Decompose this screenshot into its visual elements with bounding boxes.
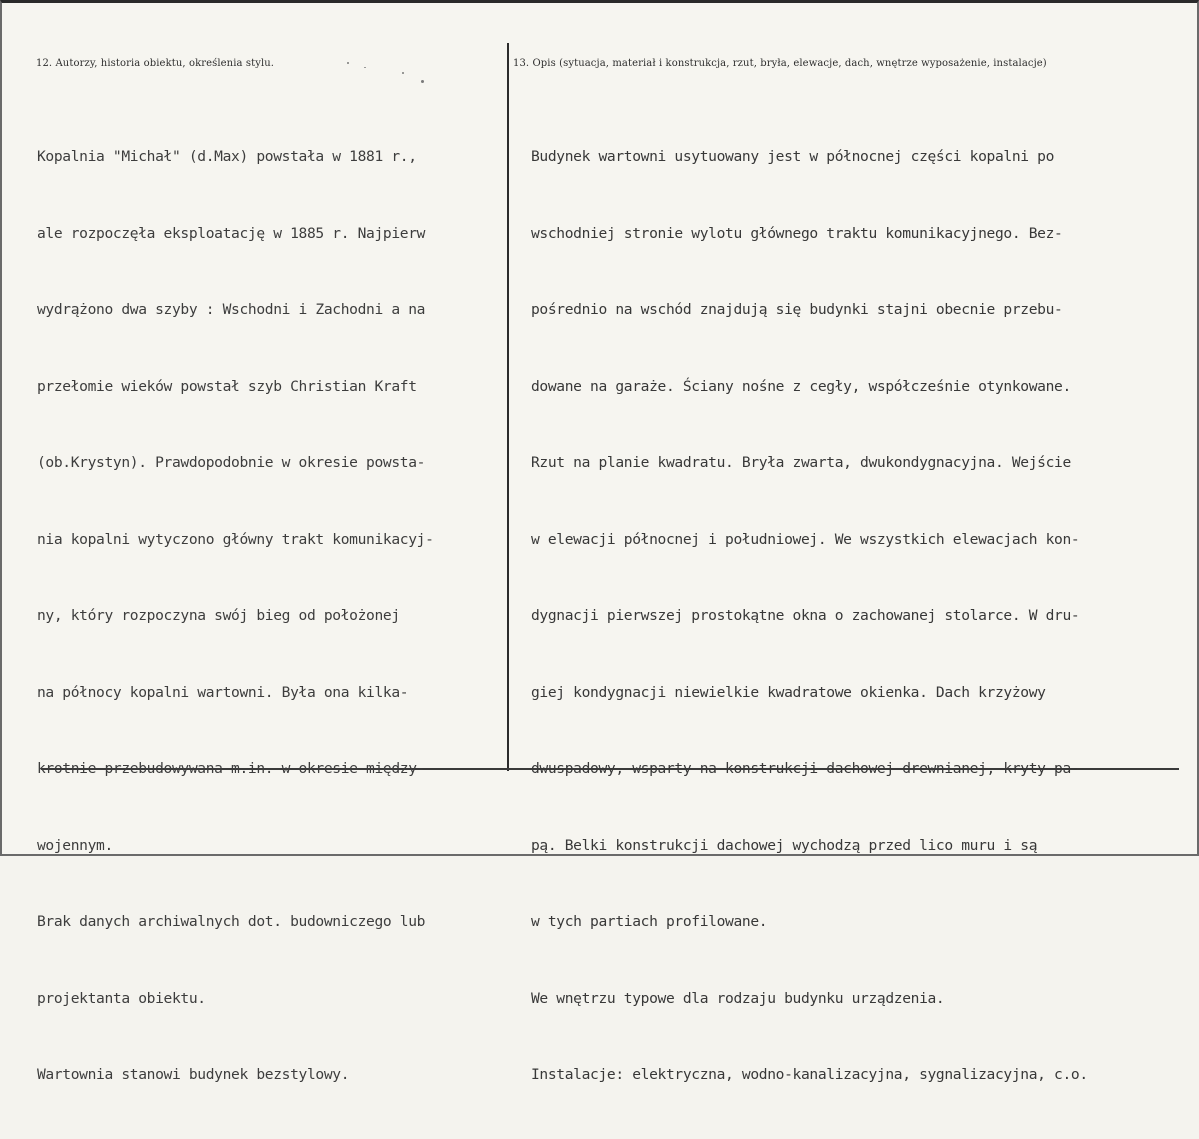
description-text-block [531,93,1193,1139]
text-line: giej kondygnacji niewielkie kwadratowe okienka. Dach krzyżowy [531,683,1046,701]
text-line: ale rozpoczęła eksploatację w 1885 r. Najpierw [37,224,426,242]
section-12-heading: 12. Autorzy, historia obiektu, określenia stylu. [36,58,275,69]
section-13-heading: 13. Opis (sytuacja, materiał i konstrukcja, rzut, bryła, elewacje, dach, wnętrze wyposażenie, instalacje) [513,58,1047,69]
ink-speck [364,67,366,68]
text-line: dowane na garaże. Ściany nośne z cegły, współcześnie otynkowane. [531,377,1071,395]
text-line: ny, który rozpoczyna swój bieg od położonej [37,607,400,624]
text-line: Rzut na planie kwadratu. Bryła zwarta, dwukondygnacyjna. Wejście [531,454,1071,471]
text-line: Kopalnia "Michał" (d.Max) powstała w 1881 r., [37,148,417,165]
ink-speck [402,72,404,74]
text-line: krotnie przebudowywana m.in. w okresie między- [37,760,426,777]
text-line: wschodniej stronie wylotu głównego traktu komunikacyjnego. Bez- [531,224,1063,242]
text-line: pośrednio na wschód znajdują się budynki stajni obecnie przebu- [531,301,1063,318]
ink-speck [421,80,424,83]
text-line: Budynek wartowni usytuowany jest w północnej części kopalni po [531,148,1055,165]
text-line: dwuspadowy, wsparty na konstrukcji dachowej drewnianej, kryty pa- [531,760,1080,777]
text-line: (ob.Krystyn). Prawdopodobnie w okresie powsta- [37,454,426,471]
text-line: na północy kopalni wartowni. Była ona kilka- [37,683,409,701]
text-line: Wartownia stanowi budynek bezstylowy. [37,1066,350,1083]
text-line: projektanta obiektu. [37,989,206,1007]
text-line: wojennym. [37,836,113,854]
text-line: przełomie wieków powstał szyb Christian Kraft [37,377,417,395]
text-line: Brak danych archiwalnych dot. budowniczego lub [37,913,426,930]
history-text-block [37,93,512,1139]
text-line: w tych partiach profilowane. [531,913,768,930]
text-line: Instalacje: elektryczna, wodno-kanalizacyjna, sygnalizacyjna, c.o. [531,1066,1088,1083]
text-line: wydrążono dwa szyby : Wschodni i Zachodni a na [37,301,426,318]
text-line: We wnętrzu typowe dla rodzaju budynku urządzenia. [531,989,945,1007]
text-line: dygnacji pierwszej prostokątne okna o zachowanej stolarce. W dru- [531,607,1080,624]
text-line: w elewacji północnej i południowej. We wszystkich elewacjach kon- [531,530,1080,548]
text-line: pą. Belki konstrukcji dachowej wychodzą przed lico muru i są [531,836,1038,854]
ink-speck [347,62,349,64]
text-line: nia kopalni wytyczono główny trakt komunikacyj- [37,530,434,548]
